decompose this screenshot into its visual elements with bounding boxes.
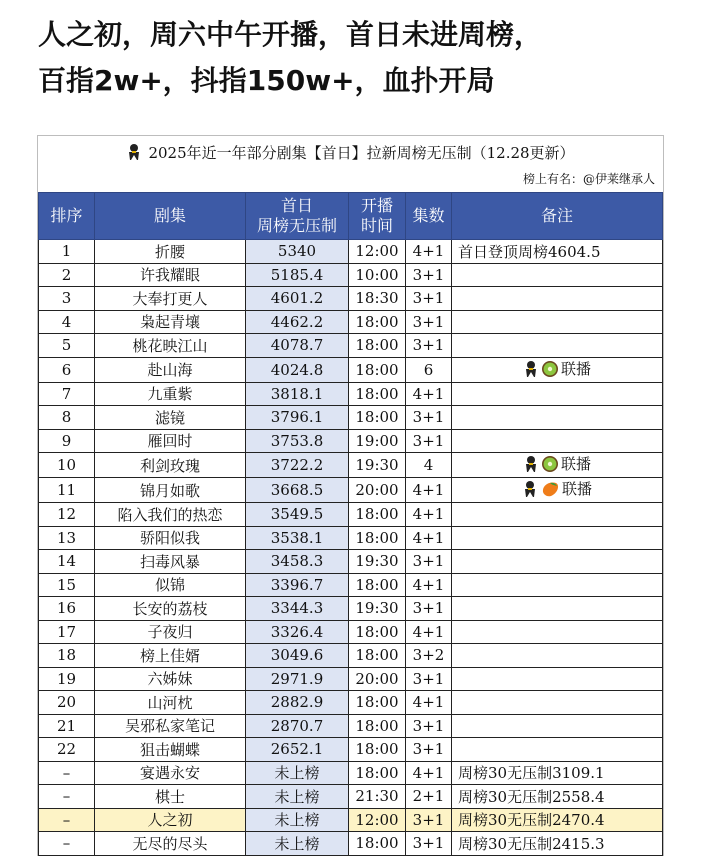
cell-score: 3049.6 (246, 644, 349, 668)
cell-episodes: 3+1 (406, 263, 452, 287)
table-row (39, 761, 663, 785)
penguin-icon (523, 455, 539, 477)
cell-drama: 人之初 (95, 808, 246, 832)
cell-drama: 扫毒风暴 (95, 550, 246, 574)
cell-rank: – (39, 832, 95, 856)
mango-icon (540, 480, 560, 502)
cell-time: 12:00 (349, 240, 406, 264)
cell-score: 未上榜 (246, 808, 349, 832)
cell-drama: 子夜归 (95, 620, 246, 644)
cell-note (452, 738, 663, 762)
cell-rank: 14 (39, 550, 95, 574)
cell-note (452, 644, 663, 668)
cell-episodes: 4+1 (406, 526, 452, 550)
cell-drama: 陷入我们的热恋 (95, 503, 246, 527)
cell-rank: 16 (39, 597, 95, 621)
cell-drama: 九重紫 (95, 382, 246, 406)
cell-episodes: 4+1 (406, 761, 452, 785)
cell-note (452, 714, 663, 738)
cell-score: 4462.2 (246, 310, 349, 334)
cell-drama: 六姊妹 (95, 667, 246, 691)
cell-drama: 许我耀眼 (95, 263, 246, 287)
table-row (39, 478, 663, 503)
header-rank: 排序 (39, 193, 95, 240)
cell-drama: 宴遇永安 (95, 761, 246, 785)
cell-episodes: 4+1 (406, 240, 452, 264)
cell-time: 18:00 (349, 526, 406, 550)
table-row (39, 453, 663, 478)
cell-score: 2882.9 (246, 691, 349, 715)
cell-note (452, 453, 663, 478)
cell-note (452, 310, 663, 334)
cell-episodes: 3+1 (406, 310, 452, 334)
cell-rank: 13 (39, 526, 95, 550)
cell-note (452, 573, 663, 597)
cell-score: 3549.5 (246, 503, 349, 527)
cell-rank: 19 (39, 667, 95, 691)
cell-drama: 赴山海 (95, 357, 246, 382)
table-title: 2025年近一年部分剧集【首日】拉新周榜无压制（12.28更新） (148, 144, 575, 162)
table-row (39, 357, 663, 382)
cell-time: 18:00 (349, 738, 406, 762)
cell-note (452, 597, 663, 621)
cell-episodes: 3+1 (406, 714, 452, 738)
cell-time: 18:00 (349, 691, 406, 715)
cell-rank: 15 (39, 573, 95, 597)
cell-episodes: 2+1 (406, 785, 452, 809)
cell-rank: 12 (39, 503, 95, 527)
cell-note (452, 334, 663, 358)
header-episodes: 集数 (406, 193, 452, 240)
cell-time: 18:30 (349, 287, 406, 311)
cell-episodes: 3+1 (406, 597, 452, 621)
header-note: 备注 (452, 193, 663, 240)
kiwi-icon (541, 360, 559, 382)
ranking-table-image (37, 135, 664, 856)
cell-episodes: 3+1 (406, 550, 452, 574)
cell-time: 18:00 (349, 503, 406, 527)
cell-score: 3818.1 (246, 382, 349, 406)
cell-score: 3722.2 (246, 453, 349, 478)
cell-episodes: 3+1 (406, 667, 452, 691)
cell-note (452, 429, 663, 453)
cell-drama: 长安的荔枝 (95, 597, 246, 621)
table-owner: 榜上有名：@伊莱继承人 (522, 172, 655, 186)
cell-rank: 3 (39, 287, 95, 311)
cell-time: 19:00 (349, 429, 406, 453)
table-body (39, 240, 663, 856)
cell-note (452, 620, 663, 644)
cell-rank: 22 (39, 738, 95, 762)
cell-drama: 狙击蝴蝶 (95, 738, 246, 762)
cell-drama: 榜上佳婿 (95, 644, 246, 668)
cell-score: 4024.8 (246, 357, 349, 382)
cell-rank: 21 (39, 714, 95, 738)
cell-note (452, 503, 663, 527)
table-row (39, 382, 663, 406)
headline-line-2: 百指2w+，抖指150w+，血扑开局 (38, 64, 495, 97)
cell-episodes: 3+1 (406, 334, 452, 358)
cell-rank: 8 (39, 406, 95, 430)
cell-note: 周榜30无压制2415.3 (452, 832, 663, 856)
headline-line-1: 人之初，周六中午开播，首日未进周榜， (38, 18, 543, 51)
cell-time: 18:00 (349, 357, 406, 382)
cell-note (452, 406, 663, 430)
cell-drama: 似锦 (95, 573, 246, 597)
cell-episodes: 4+1 (406, 573, 452, 597)
cell-score: 3668.5 (246, 478, 349, 503)
cell-time: 18:00 (349, 714, 406, 738)
cell-drama: 棋士 (95, 785, 246, 809)
cell-note (452, 550, 663, 574)
table-row (39, 644, 663, 668)
cell-time: 18:00 (349, 644, 406, 668)
cell-time: 18:00 (349, 406, 406, 430)
note-text: 联播 (561, 480, 592, 498)
cell-note (452, 287, 663, 311)
cell-rank: – (39, 808, 95, 832)
cell-score: 4078.7 (246, 334, 349, 358)
cell-episodes: 4+1 (406, 478, 452, 503)
cell-episodes: 3+2 (406, 644, 452, 668)
table-row (39, 573, 663, 597)
cell-score: 3326.4 (246, 620, 349, 644)
table-row (39, 808, 663, 832)
cell-drama: 无尽的尽头 (95, 832, 246, 856)
table-row (39, 503, 663, 527)
cell-episodes: 3+1 (406, 738, 452, 762)
cell-rank: 1 (39, 240, 95, 264)
table-row (39, 526, 663, 550)
cell-drama: 利剑玫瑰 (95, 453, 246, 478)
cell-rank: 11 (39, 478, 95, 503)
penguin-icon (126, 143, 142, 165)
cell-time: 19:30 (349, 453, 406, 478)
table-row (39, 785, 663, 809)
header-drama: 剧集 (95, 193, 246, 240)
note-text: 联播 (560, 455, 591, 473)
cell-note: 周榜30无压制3109.1 (452, 761, 663, 785)
cell-score: 3538.1 (246, 526, 349, 550)
penguin-icon (523, 360, 539, 382)
cell-episodes: 3+1 (406, 832, 452, 856)
table-header-row (39, 193, 663, 240)
cell-note: 周榜30无压制2470.4 (452, 808, 663, 832)
ranking-table (38, 192, 663, 856)
cell-time: 20:00 (349, 667, 406, 691)
table-row (39, 287, 663, 311)
post-headline (38, 12, 678, 104)
cell-time: 18:00 (349, 832, 406, 856)
table-row (39, 240, 663, 264)
cell-score: 4601.2 (246, 287, 349, 311)
cell-episodes: 4+1 (406, 620, 452, 644)
cell-time: 12:00 (349, 808, 406, 832)
table-row (39, 406, 663, 430)
cell-time: 10:00 (349, 263, 406, 287)
table-row (39, 310, 663, 334)
cell-score: 5185.4 (246, 263, 349, 287)
cell-episodes: 4+1 (406, 691, 452, 715)
table-row (39, 429, 663, 453)
kiwi-icon (541, 455, 559, 477)
cell-score: 未上榜 (246, 832, 349, 856)
cell-drama: 枭起青壤 (95, 310, 246, 334)
cell-note (452, 478, 663, 503)
cell-note (452, 263, 663, 287)
cell-drama: 吴邪私家笔记 (95, 714, 246, 738)
cell-drama: 大奉打更人 (95, 287, 246, 311)
cell-score: 5340 (246, 240, 349, 264)
cell-episodes: 3+1 (406, 287, 452, 311)
penguin-icon (522, 480, 538, 502)
table-row (39, 738, 663, 762)
cell-rank: 7 (39, 382, 95, 406)
cell-episodes: 6 (406, 357, 452, 382)
cell-episodes: 4+1 (406, 382, 452, 406)
cell-score: 3458.3 (246, 550, 349, 574)
cell-rank: 10 (39, 453, 95, 478)
cell-time: 18:00 (349, 382, 406, 406)
cell-note (452, 667, 663, 691)
cell-score: 未上榜 (246, 785, 349, 809)
cell-drama: 滤镜 (95, 406, 246, 430)
cell-time: 19:30 (349, 550, 406, 574)
cell-score: 3753.8 (246, 429, 349, 453)
table-row (39, 620, 663, 644)
cell-episodes: 4+1 (406, 503, 452, 527)
header-time: 开播 时间 (349, 193, 406, 240)
table-row (39, 597, 663, 621)
cell-time: 21:30 (349, 785, 406, 809)
cell-drama: 锦月如歌 (95, 478, 246, 503)
cell-rank: 6 (39, 357, 95, 382)
table-row (39, 550, 663, 574)
cell-score: 3396.7 (246, 573, 349, 597)
cell-note (452, 526, 663, 550)
cell-rank: 9 (39, 429, 95, 453)
cell-note (452, 691, 663, 715)
note-text: 联播 (560, 359, 591, 378)
cell-drama: 折腰 (95, 240, 246, 264)
cell-drama: 骄阳似我 (95, 526, 246, 550)
cell-time: 20:00 (349, 478, 406, 503)
cell-time: 18:00 (349, 761, 406, 785)
cell-score: 3796.1 (246, 406, 349, 430)
cell-episodes: 3+1 (406, 406, 452, 430)
cell-episodes: 3+1 (406, 429, 452, 453)
table-row (39, 334, 663, 358)
cell-drama: 山河枕 (95, 691, 246, 715)
cell-note: 周榜30无压制2558.4 (452, 785, 663, 809)
cell-score: 2971.9 (246, 667, 349, 691)
cell-rank: 17 (39, 620, 95, 644)
table-row (39, 832, 663, 856)
cell-note (452, 382, 663, 406)
cell-note: 首日登顶周榜4604.5 (452, 240, 663, 264)
cell-rank: 2 (39, 263, 95, 287)
cell-rank: – (39, 761, 95, 785)
cell-drama: 雁回时 (95, 429, 246, 453)
header-score: 首日 周榜无压制 (246, 193, 349, 240)
cell-rank: 18 (39, 644, 95, 668)
cell-score: 2870.7 (246, 714, 349, 738)
cell-rank: 4 (39, 310, 95, 334)
table-title-row (38, 142, 663, 165)
cell-score: 未上榜 (246, 761, 349, 785)
cell-time: 18:00 (349, 310, 406, 334)
cell-score: 3344.3 (246, 597, 349, 621)
cell-episodes: 3+1 (406, 808, 452, 832)
table-row (39, 667, 663, 691)
cell-drama: 桃花映江山 (95, 334, 246, 358)
cell-time: 18:00 (349, 334, 406, 358)
table-row (39, 263, 663, 287)
cell-rank: 5 (39, 334, 95, 358)
cell-note (452, 357, 663, 382)
cell-episodes: 4 (406, 453, 452, 478)
table-row (39, 691, 663, 715)
cell-score: 2652.1 (246, 738, 349, 762)
cell-time: 18:00 (349, 620, 406, 644)
cell-rank: 20 (39, 691, 95, 715)
cell-rank: – (39, 785, 95, 809)
cell-time: 19:30 (349, 597, 406, 621)
table-row (39, 714, 663, 738)
cell-time: 18:00 (349, 573, 406, 597)
